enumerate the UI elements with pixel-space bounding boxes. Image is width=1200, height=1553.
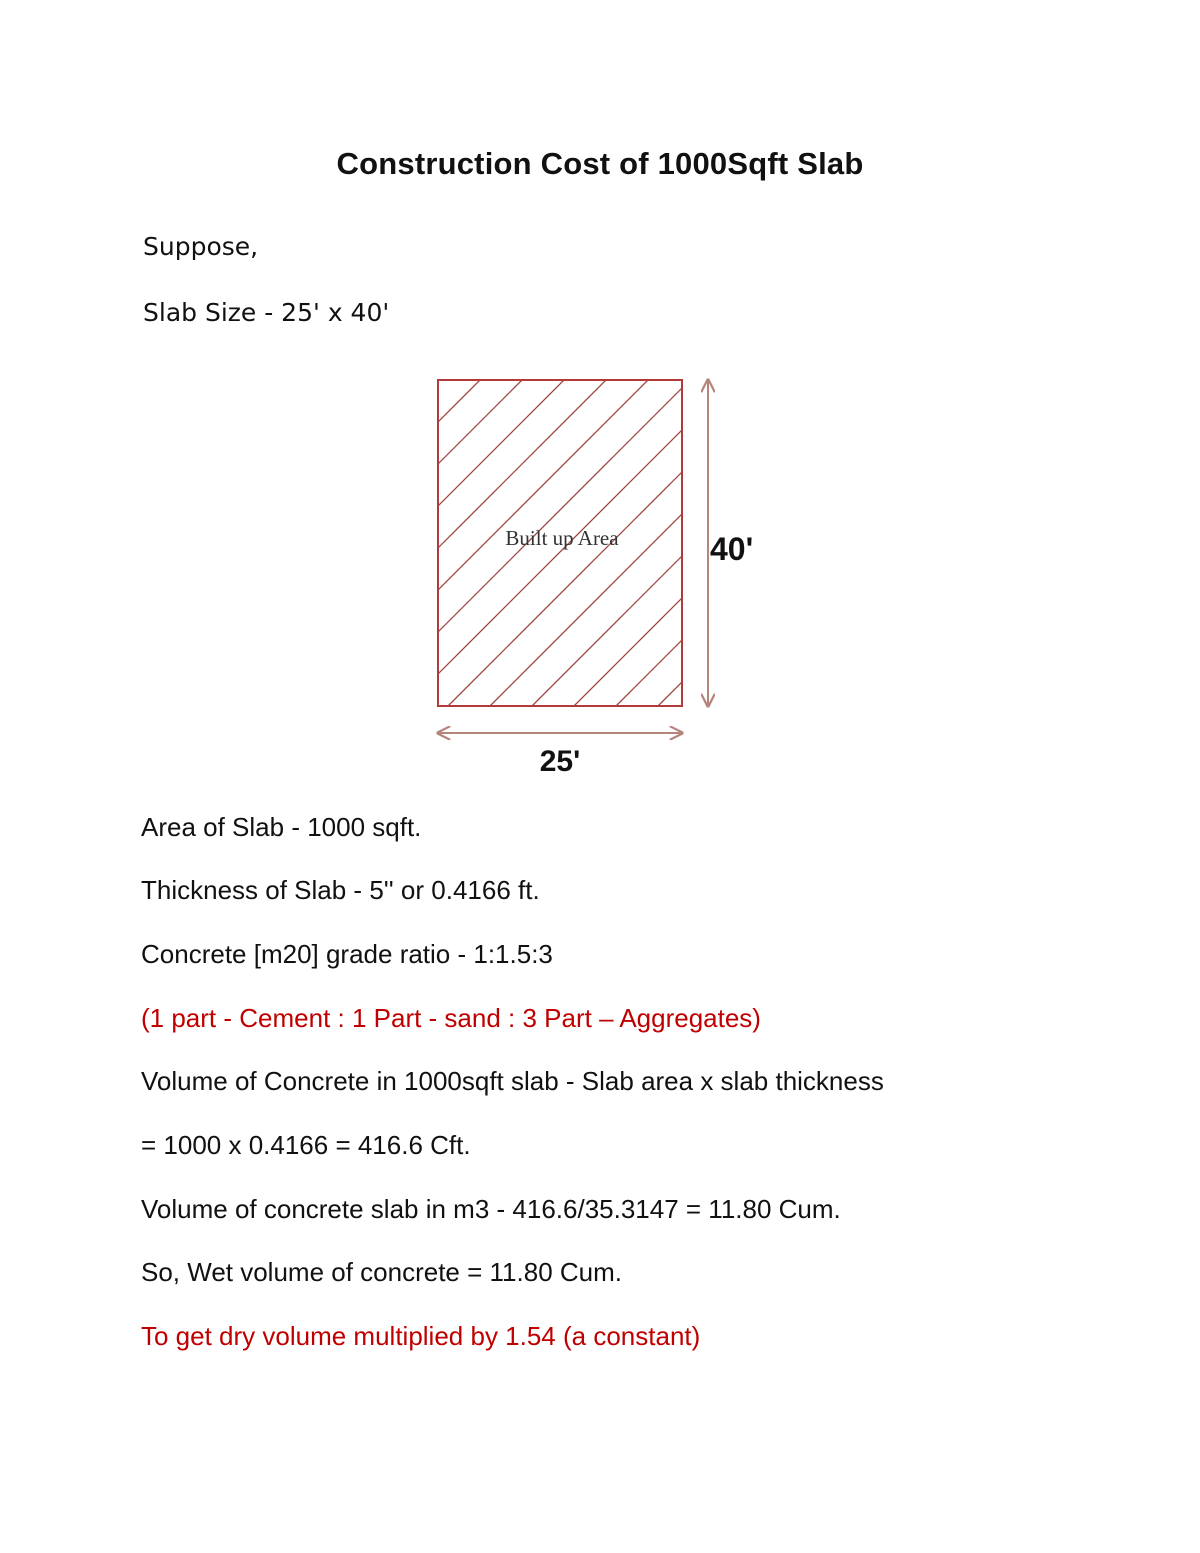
slab-diagram [420,368,780,788]
width-label: 25' [539,745,581,778]
area-of-slab-line: Area of Slab - 1000 sqft. [141,812,422,842]
slab-diagram-svg [420,368,780,788]
slab-size-text: Slab Size - 25' x 40' [143,298,390,327]
volume-formula-line: Volume of Concrete in 1000sqft slab - Slab area x slab thickness [141,1066,884,1096]
dry-volume-note: To get dry volume multiplied by 1.54 (a constant) [141,1321,701,1351]
hatch-line [420,380,480,706]
built-up-area-label: Built up Area [505,526,619,550]
mix-ratio-note: (1 part - Cement : 1 Part - sand : 3 Part – Aggregates) [141,1003,761,1033]
volume-calc-line: = 1000 x 0.4166 = 416.6 Cft. [141,1130,471,1160]
page-title: Construction Cost of 1000Sqft Slab [336,146,864,181]
thickness-line: Thickness of Slab - 5'' or 0.4166 ft. [141,875,540,905]
volume-m3-line: Volume of concrete slab in m3 - 416.6/35.3147 = 11.80 Cum. [141,1194,841,1224]
concrete-grade-line: Concrete [m20] grade ratio - 1:1.5:3 [141,939,553,969]
hatch-line [420,380,438,706]
wet-volume-line: So, Wet volume of concrete = 11.80 Cum. [141,1257,622,1287]
suppose-text: Suppose, [143,232,259,261]
height-label: 40' [710,531,754,567]
